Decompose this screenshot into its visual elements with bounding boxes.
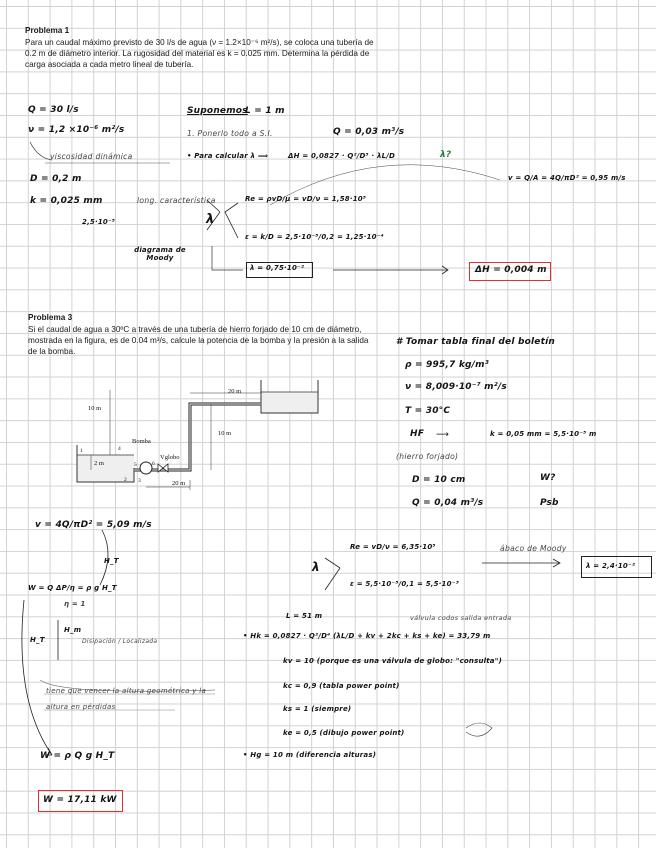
pump-symbol	[140, 462, 152, 474]
p3-k: k = 0,05 mm = 5,5·10⁻⁵ m	[490, 430, 597, 438]
p1-step1: 1. Ponerlo todo a S.I.	[187, 129, 273, 138]
p3-re: Re = vD/ν = 6,35·10⁵	[350, 543, 436, 551]
p1-darcy: ΔH = 0,0827 · Q²/D⁵ · λL/D	[288, 152, 396, 160]
p3-q: Q = 0,04 m³/s	[412, 498, 484, 508]
p3-hk: • Hk = 0,0827 · Q²/D⁴ (λL/D + kv + 2kc + ks + ke) = 33,79 m	[243, 632, 491, 640]
p3-lambda-res: λ = 2,4·10⁻²	[586, 562, 636, 570]
p1-re: Re = ρvD/μ = vD/ν = 1,58·10⁵	[245, 195, 367, 203]
p1-moody: diagrama de Moody	[134, 246, 186, 262]
fig-point-1: 1	[80, 448, 83, 454]
p3-kv: kv = 10 (porque es una válvula de globo: "consulta")	[283, 657, 502, 665]
fig-point-4: 4	[118, 446, 121, 452]
p1-nu: ν = 1,2 ×10⁻⁶ m²/s	[28, 125, 125, 135]
p3-ks: ks = 1 (siempre)	[283, 705, 352, 713]
p1-k-si: 2,5·10⁻⁵	[82, 218, 116, 226]
p3-temp: T = 30°C	[405, 406, 451, 416]
p3-lambda-brace	[325, 558, 340, 590]
p3-v: v = 4Q/πD² = 5,09 m/s	[35, 520, 152, 530]
p3-result: W = 17,11 kW	[43, 795, 117, 805]
p3-hf-arrow: ⟶	[436, 430, 450, 440]
p1-result: ΔH = 0,004 m	[475, 265, 547, 275]
p3-psb: Psb	[540, 498, 559, 508]
p3-d: D = 10 cm	[412, 475, 466, 485]
p1-d: D = 0,2 m	[30, 174, 82, 184]
p1-k: k = 0,025 mm	[30, 196, 103, 206]
p3-power-eq: W = Q ΔP/η = ρ g H_T	[28, 584, 117, 592]
p1-v-link	[270, 165, 500, 205]
p1-eps: ε = k/D = 2,5·10⁻⁵/0,2 = 1,25·10⁻⁴	[245, 233, 384, 241]
p3-l: L = 51 m	[286, 612, 323, 620]
p3-tables: # Tomar tabla final del boletín	[396, 337, 555, 347]
p1-title: Problema 1	[25, 26, 70, 35]
p1-lambda-branches	[225, 203, 238, 238]
fig-dim-left: 10 m	[88, 405, 102, 412]
p3-entrance-sketch	[466, 723, 492, 736]
p3-ht-top: H_T	[104, 557, 119, 565]
p3-hm: H_m	[64, 626, 82, 634]
fig-dim-level: 2 m	[94, 460, 104, 467]
p1-suponemos: Suponemos	[187, 106, 248, 116]
p3-lambda: λ	[312, 560, 320, 574]
p3-valve-labels: válvula codos salida entrada	[410, 614, 512, 622]
fig-dim-top: 20 m	[228, 388, 242, 395]
p3-w-eq: W = ρ Q g H_T	[40, 751, 115, 761]
fig-valve-label: Vglobo	[160, 454, 180, 461]
p3-title: Problema 3	[28, 313, 73, 322]
p3-statement: Si el caudal de agua a 30ºC a través de una tubería de hierro forjado de 10 cm de diámetro, mostrada en la figura, es de 0.04 m³/s, calcule la potencia de la bomba y la presión a la salida de la bomba.	[28, 325, 369, 356]
p1-nu-brace	[30, 142, 52, 160]
p3-w-q: W?	[540, 473, 556, 483]
p1-q: Q = 30 l/s	[28, 105, 79, 115]
p3-kc: kc = 0,9 (tabla power point)	[283, 682, 400, 690]
fig-point-5: 5	[134, 462, 137, 468]
p3-eps: ε = 5,5·10⁻⁵/0,1 = 5,5·10⁻³	[350, 580, 459, 588]
p3-hm-label: Disipación / Localizada	[82, 638, 158, 645]
p3-hf-label: (hierro forjado)	[396, 452, 459, 461]
p1-l: L = 1 m	[245, 106, 285, 116]
p1-lambda: λ	[206, 212, 215, 227]
p1-lambda-q: λ?	[440, 150, 452, 160]
p3-hg: • Hg = 10 m (diferencia alturas)	[243, 751, 377, 759]
p3-eta: η = 1	[64, 600, 86, 608]
fig-dim-bottom: 20 m	[172, 480, 186, 487]
p3-left-curve	[22, 600, 52, 755]
fig-point-2: 2	[124, 477, 127, 483]
p1-step2: • Para calcular λ ⟹	[187, 152, 269, 160]
p1-k-label: long. característica	[137, 196, 216, 205]
p1-nu-label: viscosidad dinámica	[50, 152, 133, 161]
p3-rho: ρ = 995,7 kg/m³	[405, 360, 489, 370]
fig-point-6: 6	[152, 461, 155, 467]
p1-moody-arrow	[212, 246, 243, 270]
fig-point-3: 3	[138, 478, 141, 484]
p3-nu: ν = 8,009·10⁻⁷ m²/s	[405, 382, 507, 392]
p3-hf: HF	[410, 429, 425, 439]
p1-lambda-brace	[207, 200, 220, 230]
p3-moody: ábaco de Moody	[500, 544, 567, 553]
upper-tank-water	[261, 392, 318, 413]
p1-v: v = Q/A = 4Q/πD² = 0,95 m/s	[508, 174, 626, 182]
p3-ht: H_T	[30, 636, 45, 644]
p1-statement: Para un caudal máximo previsto de 30 l/s de agua (ν = 1.2×10⁻⁶ m²/s), se coloca una tubería de 0.2 m de diámetro interior. La rugosidad del material es k = 0.025 mm. Determina la pérdida de carga asociada a cada metro lineal de tubería.	[25, 38, 374, 69]
p1-q-si: Q = 0,03 m³/s	[333, 127, 405, 137]
p3-ht-note: tiene que vencer la altura geométrica y la altura en pérdidas	[46, 687, 207, 711]
fig-pump-label: Bomba	[132, 438, 151, 445]
p3-ke: ke = 0,5 (dibujo power point)	[283, 729, 405, 737]
p1-lambda-res: λ = 0,75·10⁻²	[250, 264, 305, 272]
fig-dim-right: 10 m	[218, 430, 232, 437]
